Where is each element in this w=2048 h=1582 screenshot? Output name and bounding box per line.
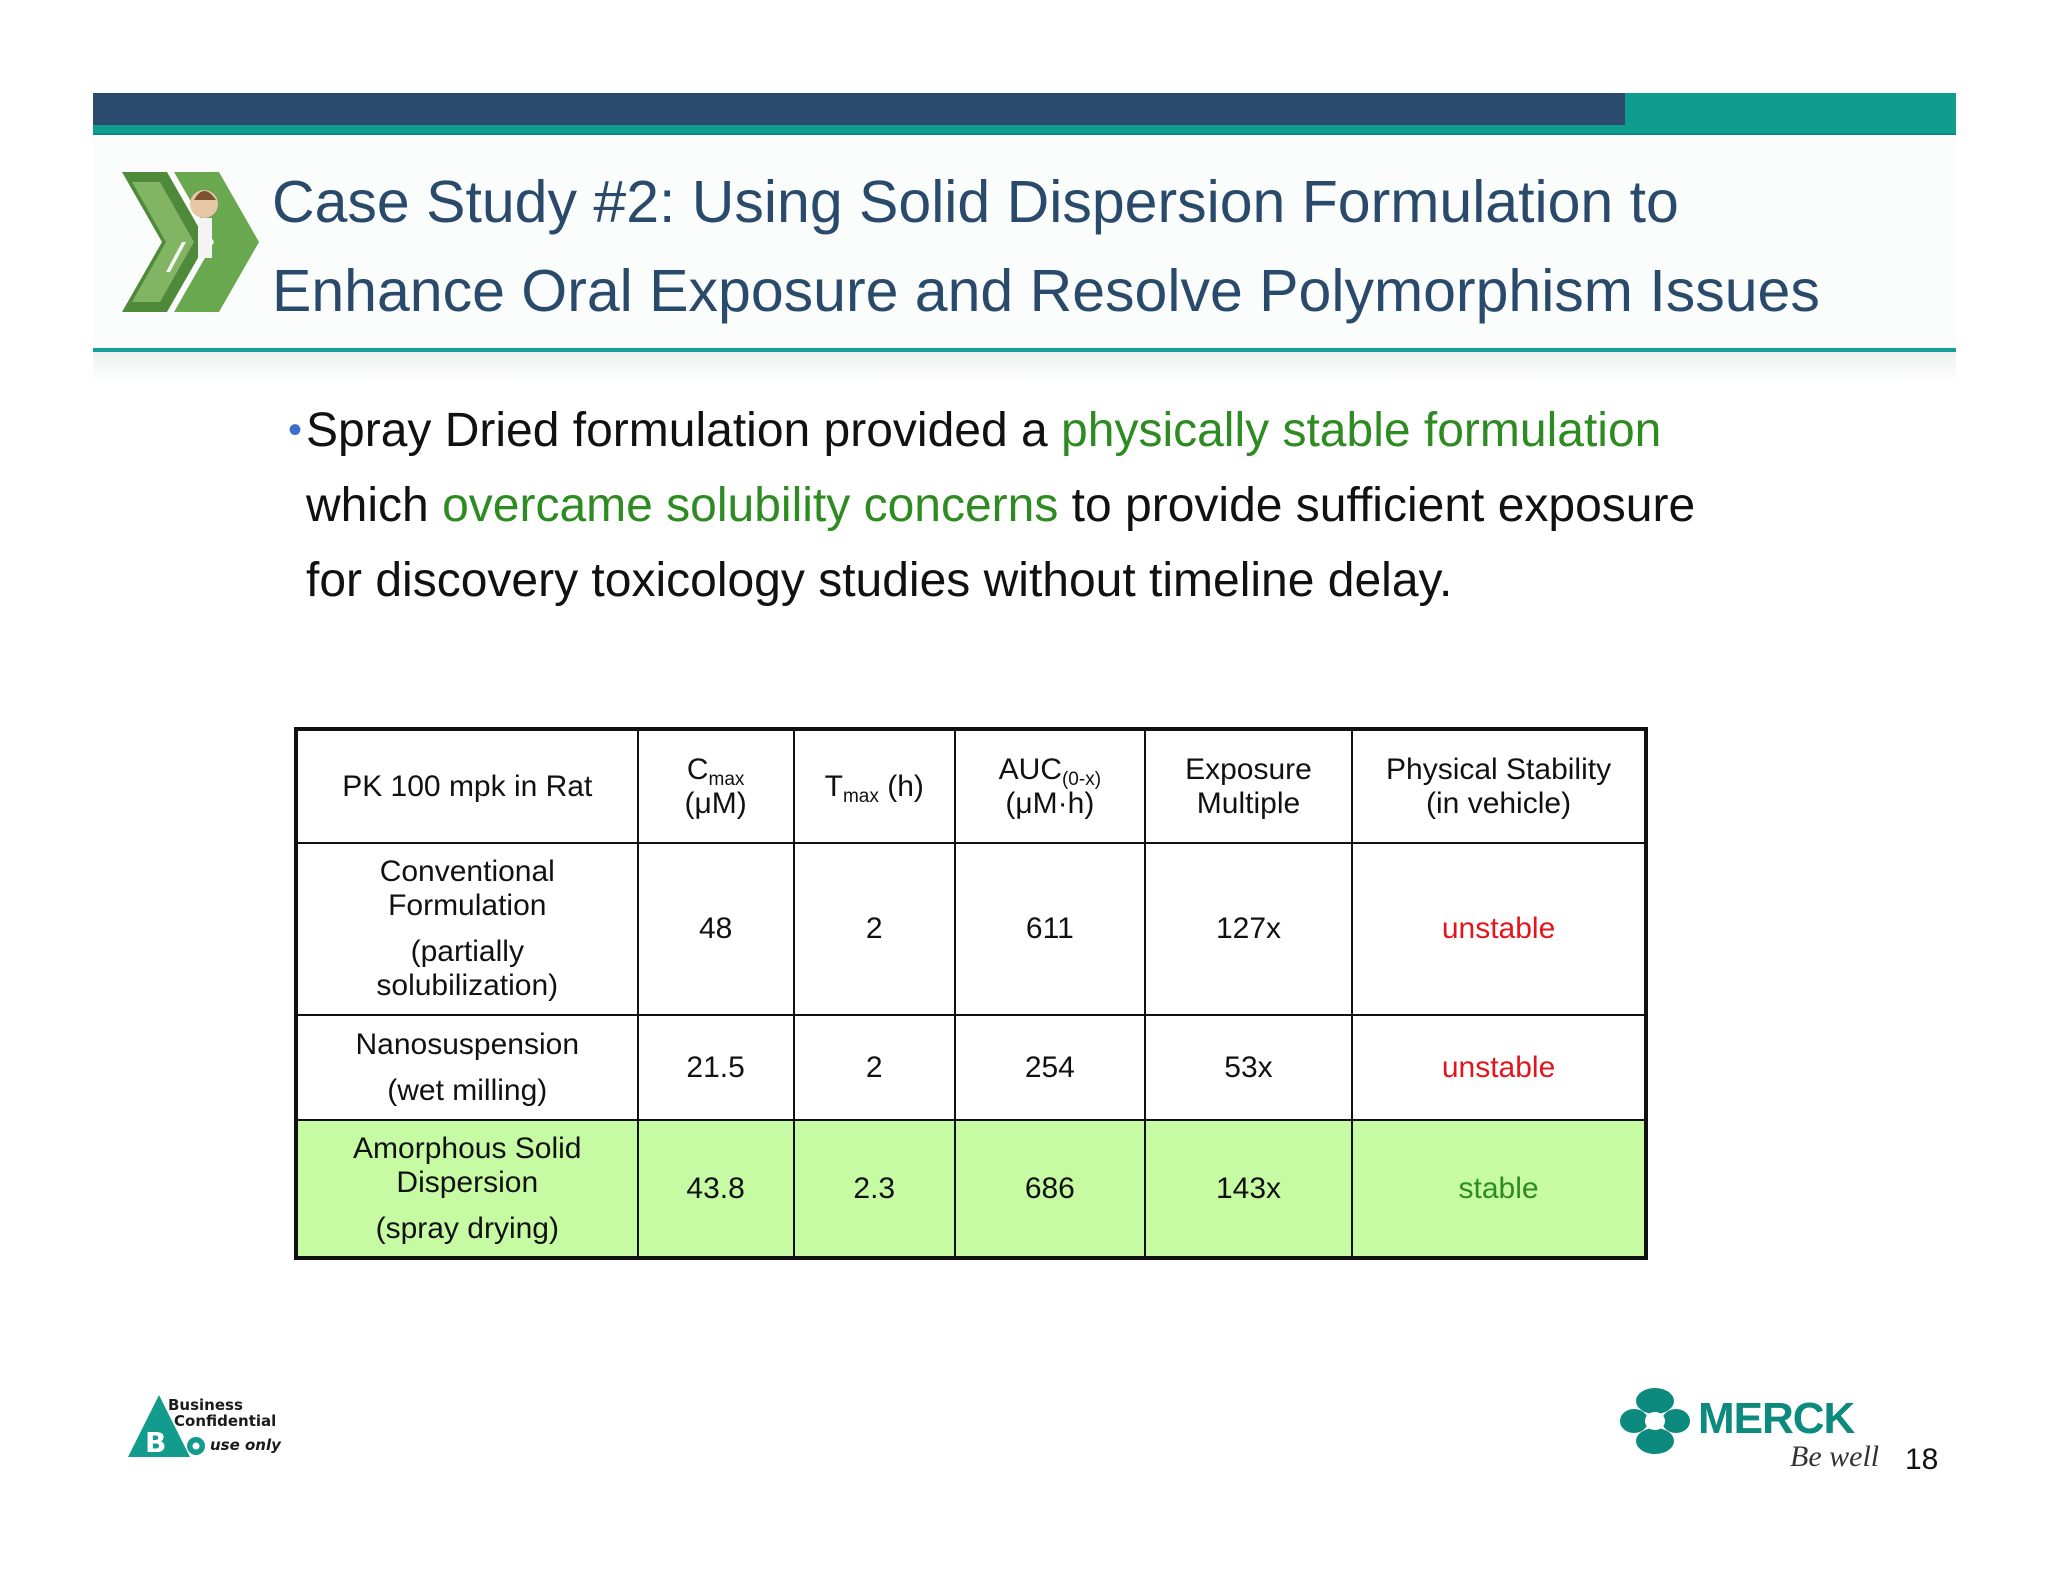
row-stability: stable: [1352, 1120, 1646, 1258]
row-tmax: 2.3: [794, 1120, 955, 1258]
bc-text-confidential: Confidential: [174, 1412, 277, 1430]
svg-text:B: B: [145, 1426, 167, 1459]
row-cmax: 48: [638, 843, 794, 1015]
row-formulation-name: Amorphous Solid Dispersion (spray drying): [296, 1120, 638, 1258]
header-tmax: $T_{max}$ (h): [794, 729, 955, 843]
merck-tagline: Be well: [1790, 1440, 1880, 1473]
chevron-photo-logo: [112, 172, 262, 312]
row-auc: 254: [955, 1015, 1145, 1120]
header-formulation: PK 100 mpk in Rat: [296, 729, 638, 843]
header-cmax: $C_{max}$ (μM): [638, 729, 794, 843]
title-shadow: [93, 352, 1956, 382]
slide-title-line-2: Enhance Oral Exposure and Resolve Polymorphism Issues: [272, 258, 1820, 324]
table-header-row: [296, 729, 1646, 843]
row-formulation-name: Conventional Formulation (partially solubilization): [296, 843, 638, 1015]
row-auc: 611: [955, 843, 1145, 1015]
merck-wordmark: MERCK: [1698, 1394, 1855, 1443]
table-row: [296, 843, 1646, 1015]
merck-logo-icon: [1620, 1388, 1690, 1454]
row-auc: 686: [955, 1120, 1145, 1258]
row-cmax: 21.5: [638, 1015, 794, 1120]
bullet-point: [288, 393, 1726, 618]
header-exposure-multiple: Exposure Multiple: [1145, 729, 1352, 843]
pk-results-table: [294, 727, 1648, 1260]
row-stability: unstable: [1352, 843, 1646, 1015]
row-cmax: 43.8: [638, 1120, 794, 1258]
bullet-dot-icon: •: [288, 408, 303, 452]
header-auc: $AUC_{(0-x)}$ (μM·h): [955, 729, 1145, 843]
bullet-text-part-1: Spray Dried formulation provided a: [306, 404, 1062, 457]
row-exposure: 127x: [1145, 843, 1352, 1015]
row-tmax: 2: [794, 843, 955, 1015]
header-accent-bar: [93, 93, 1956, 135]
bc-text-use-only: use only: [210, 1436, 281, 1454]
row-exposure: 143x: [1145, 1120, 1352, 1258]
slide-title-line-1: Case Study #2: Using Solid Dispersion Formulation to: [272, 169, 1679, 235]
header-accent-bar-dark: [93, 93, 1625, 125]
header-physical-stability: Physical Stability (in vehicle): [1352, 729, 1646, 843]
row-formulation-name: Nanosuspension (wet milling): [296, 1015, 638, 1120]
bullet-highlight-2: overcame solubility concerns: [442, 479, 1059, 532]
business-confidential-logo: [128, 1395, 308, 1459]
bullet-text-part-3: to provide sufficient exposure for discovery toxicology studies without timeline delay.: [306, 479, 1696, 607]
bc-text-business: Business: [168, 1396, 243, 1414]
slide-title: [272, 158, 1952, 336]
page-number: 18: [1905, 1443, 1939, 1476]
bullet-highlight-1: physically stable formulation: [1061, 404, 1662, 457]
row-exposure: 53x: [1145, 1015, 1352, 1120]
table-row: [296, 1015, 1646, 1120]
row-stability: unstable: [1352, 1015, 1646, 1120]
table-row: [296, 1120, 1646, 1258]
bullet-text-part-2: which: [306, 479, 443, 532]
row-tmax: 2: [794, 1015, 955, 1120]
